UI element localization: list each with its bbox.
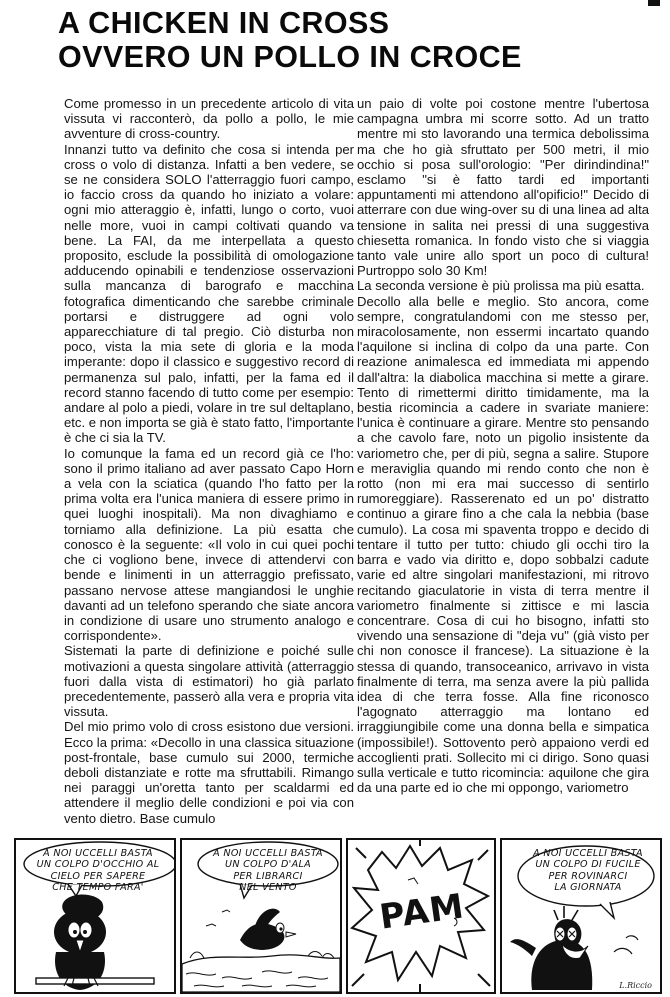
comic-panel-3: [346, 838, 496, 994]
balloon-line: PER ROVINARCI: [548, 870, 628, 882]
paragraph: Come promesso in un precedente articolo di vita vissuta vi racconterò, da pollo a pollo, le mie avventure di cross-country.: [64, 96, 354, 142]
speech-balloon-1: [28, 848, 168, 894]
balloon-line: LA GIORNATA: [554, 882, 622, 894]
balloon-line: PER LIBRARCI: [233, 870, 303, 882]
title-line-1: A CHICKEN IN CROSS: [58, 6, 390, 40]
comic-panel-4: [500, 838, 662, 994]
paragraph: Innanzi tutto va definito che cosa si intenda per cross o volo di distanza. Infatti a ben vedere, se se ne considera SOLO l'atterraggio fuori campo, io faccio cross da quando ho iniziato a volare: ogni mio atteraggio è, infatti, lungo o corto, vuoi nelle more, vuoi in campi coltivati quando va bene. La FAI, da me interpellata a questo proposito, esclude la possibilità di omologazione adducendo opinabili e tendenziose osservazioni sulla mancanza di barografo e macchina fotografica dimenticando che sarebbe criminale portarsi e distruggere ad ogni volo apparecchiature di tal pregio. Ciò disturba non poco, vista la mia sete di gloria e la moda imperante: dopo il classico e suggestivo record di permanenza sul palo, infatti, per la fama ed il record stanno facendo di tutto come per esempio: andare al polo a piedi, volare in tre sul deltaplano, etc. e non importa se già è stato fatto, l'importante è che ci sia la TV.: [64, 141, 354, 446]
paragraph: Io comunque la fama ed un record già ce l'ho: sono il primo italiano ad aver passato Capo Horn a vela con la sciatica (quando l'ho fatto per la prima volta era l'unica maniera di essere primo in quei luoghi inospitali). Ma non divaghiamo e torniamo alla definizione. La più esatta che conosco è la seguente: «Il volo in cui quei pochi che ci vogliono bene, invece di attendervi con bende e linimenti in un atterraggio prefissato, passano nervose attese mangiandosi le unghie davanti ad un telefono sperando che siate ancora in condizione di usare uno strumento analogo e corrispondente».: [64, 445, 354, 644]
paragraph: Decollo alla belle e meglio. Sto ancora, come sempre, congratulandomi con me stesso per, miracolosamente, non essermi incartato quando l'aquilone si inclina di colpo da una parte. Con reazione animalesca ed immediata mi appendo dall'altra: la diabolica macchina si mette a girare. Tento di rimettermi diritto timidamente, ma la bestia ricomincia a cadere in svariate maniere: l'unica è continuare a girare. Mentre sto pensando a che cavolo fare, noto un pigolio insistente da variometro che, per di più, segna a salire. Stupore e meraviglia quando mi rendo conto che non è rotto (non mi era mai successo di sentirlo rumoreggiare). Rasserenato ed un po' distratto continuo a girare fino a che cala la nebbia (base cumulo). La cosa mi spaventa troppo e decido di tentare il tutto per tutto: chiudo gli occhi tiro la barra e vado via diritto e, dopo sobbalzi cadute varie ed altre singolari manifestazioni, mi ritrovo recitando giaculatorie in vista di terra mentre il variometro finalmente si zittisce e mi lascia concentrare. Cosa di cui ho bisogno, infatti sto vivendo una sensazione di "deja vu" (già visto per chi non conosce il francese). La situazione è la stessa di quando, transoceanico, arrivavo in vista finalmente di terra, ma senza avere la più pallida idea di che terra fosse. Alla fine riconosco l'agognato atterraggio ma lontano ed irraggiungibile come una donna bella e simpatica (impossibile!). Sottovento però appaiono verdi ed accoglienti prati. Sollecito mi ci dirigo. Sono quasi sulla verticale e tutto ricomincia: aquilone che gira da una parte ed io che mi oppongo, variometro: [357, 293, 649, 796]
balloon-line: CHE TEMPO FARA': [52, 882, 144, 894]
speech-balloon-2: [198, 848, 338, 894]
artist-signature: L.Riccio: [619, 981, 652, 990]
paragraph: La seconda versione è più prolissa ma più esatta.: [357, 278, 645, 294]
balloon-line: A NOI UCCELLI BASTA: [213, 848, 323, 859]
balloon-line: CIELO PER SAPERE: [50, 870, 146, 882]
article-title: [58, 6, 658, 74]
right-text-column: [357, 96, 649, 795]
title-line-2: OVVERO UN POLLO IN CROCE: [58, 40, 522, 74]
balloon-line: UN COLPO D'OCCHIO AL: [36, 859, 160, 871]
paragraph: Sistemati la parte di definizione e poiché sulle motivazioni a questa singolare attività (atterraggio fuori dalla vista di estimatori) ho già parlato precedentemente, passerò alla vera e propria vita vissuta.: [64, 643, 354, 720]
comic-panel-2: [180, 838, 342, 994]
balloon-line: NEL VENTO: [239, 882, 297, 894]
paragraph: un paio di volte poi costone mentre l'ubertosa campagna umbra mi scorre sotto. Ad un tratto mentre mi sto lavorando una termica debolissima ma che ho già sfruttato per 500 metri, il mio occhio si posa sull'orologio: "Per dirindindina!" esclamo "si è fatto tardi ed importanti appuntamenti mi attendono all'opificio!" Decido di atterrare con due wing-over su di una linea ad alta tensione in salita nei pressi di una suggestiva chiesetta romanica. In fondo visto che si viaggia tanto vale unire allo sport un poco di cultura! Purtroppo solo 30 Km!: [357, 96, 649, 279]
balloon-line: UN COLPO D'ALA: [225, 859, 311, 871]
speech-balloon-4: [524, 848, 652, 894]
sound-effect-pam: PAM: [377, 886, 467, 938]
comic-strip: [14, 838, 662, 994]
left-text-column: [64, 96, 354, 826]
paragraph: Del mio primo volo di cross esistono due versioni. Ecco la prima: «Decollo in una classica situazione post-frontale, base cumulo sui 2000, termiche deboli distanziate e rotte ma sfruttabili. Rimango nei paraggi un'oretta tanto per scaldarmi ed attendere il meglio delle condizioni e poi via con vento dietro. Base cumulo: [64, 719, 354, 826]
balloon-line: UN COLPO DI FUCILE: [535, 859, 641, 871]
balloon-line: A NOI UCCELLI BASTA: [43, 848, 153, 859]
comic-panel-1: [14, 838, 176, 994]
balloon-line: A NOI UCCELLI BASTA: [533, 848, 643, 859]
